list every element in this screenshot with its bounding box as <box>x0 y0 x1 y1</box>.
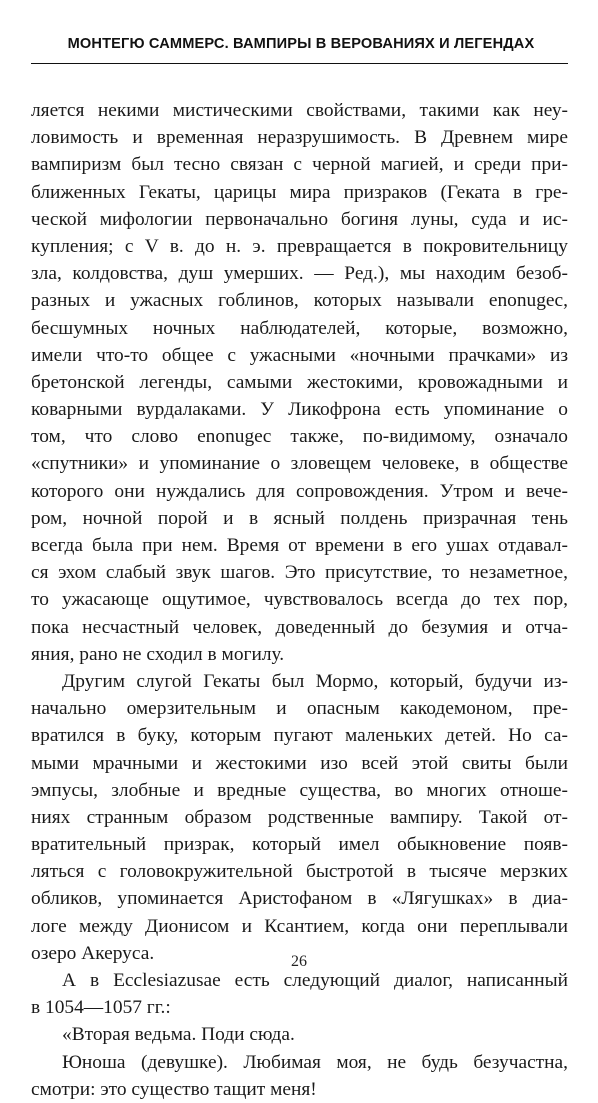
text-line: зла, колдовства, душ умерших. — Ред.), мы находим безоб- <box>31 263 568 285</box>
text-line: вратился в буку, которым пугают маленьких детей. Но са- <box>31 725 568 747</box>
text-line: бесшумных ночных наблюдателей, которые, возможно, <box>31 317 568 339</box>
text-line: вратительный призрак, который имел обыкновение появ- <box>31 834 568 856</box>
text-line: обликов, упоминается Аристофаном в «Лягушках» в диа- <box>31 888 568 910</box>
text-line: ловимость и временная неразрушимость. В Древнем мире <box>31 127 568 149</box>
header-rule <box>31 63 568 64</box>
text-line: ниях странным образом родственные вампиру. Такой от- <box>31 806 568 828</box>
text-line: Юноша (девушке). Любимая моя, не будь безучастна, <box>62 1051 568 1073</box>
text-line: смотри: это существо тащит меня! <box>31 1078 317 1100</box>
text-line: «спутники» и упоминание о зловещем человеке, в обществе <box>31 453 568 475</box>
text-line: яния, рано не сходил в могилу. <box>31 643 285 665</box>
text-line: которого они нуждались для сопровождения. Утром и вече- <box>31 480 568 502</box>
text-line: пока несчастный человек, доведенный до безумия и отча- <box>31 616 568 638</box>
text-line: Другим слугой Гекаты был Мормо, который, будучи из- <box>62 670 568 692</box>
text-line: то ужасающе ощутимое, чувствовалось всегда до тех пор, <box>31 589 568 611</box>
text-line: ляется некими мистическими свойствами, такими как неу- <box>31 100 568 121</box>
text-line: ближенных Гекаты, царицы мира призраков (Геката в гре- <box>31 181 568 203</box>
text-line: ся эхом слабый звук шагов. Это присутствие, то незаметное, <box>31 562 568 584</box>
running-head: МОНТЕГЮ САММЕРС. ВАМПИРЫ В ВЕРОВАНИЯХ И ЛЕГЕНДАХ <box>67 36 535 52</box>
text-line: вампиризм был тесно связан с черной магией, и среди при- <box>31 154 568 176</box>
text-line: в 1054—1057 гг.: <box>31 997 171 1019</box>
text-line: имели что-то общее с ужасными «ночными прачками» из <box>31 344 568 366</box>
text-line: А в Ecclesiazusae есть следующий диалог, написанный <box>62 970 568 991</box>
text-line: разных и ужасных гоблинов, которых называли enonugec, <box>31 290 568 312</box>
text-line: коварными вурдалаками. У Ликофрона есть упоминание о <box>31 399 568 421</box>
text-line: «Вторая ведьма. Поди сюда. <box>62 1024 295 1046</box>
text-line: эмпусы, злобные и вредные существа, во многих отноше- <box>31 779 568 801</box>
text-line: купления; с V в. до н. э. превращается в покровительницу <box>31 235 568 257</box>
text-line: мыми мрачными и жестокими изо всей этой свиты были <box>31 752 568 774</box>
text-line: ческой мифологии первоначально богиня луны, суда и ис- <box>31 208 568 230</box>
text-line: всегда была при нем. Время от времени в его ушах отдавал- <box>31 535 568 556</box>
text-line: ром, ночной порой и в ясный полдень призрачная тень <box>31 507 568 529</box>
text-line: том, что слово enonugec также, по-видимому, означало <box>31 426 568 448</box>
text-line: бретонской легенды, самыми жестокими, кровожадными и <box>31 371 568 393</box>
text-line: начально омерзительным и опасным какодемоном, пре- <box>31 698 568 720</box>
text-line: озеро Акеруса. <box>31 942 155 964</box>
text-line: ляться с головокружительной быстротой в тысяче мерзких <box>31 861 568 883</box>
page-number: 26 <box>291 953 307 970</box>
text-line: логе между Дионисом и Ксантием, когда они переплывали <box>31 915 568 937</box>
